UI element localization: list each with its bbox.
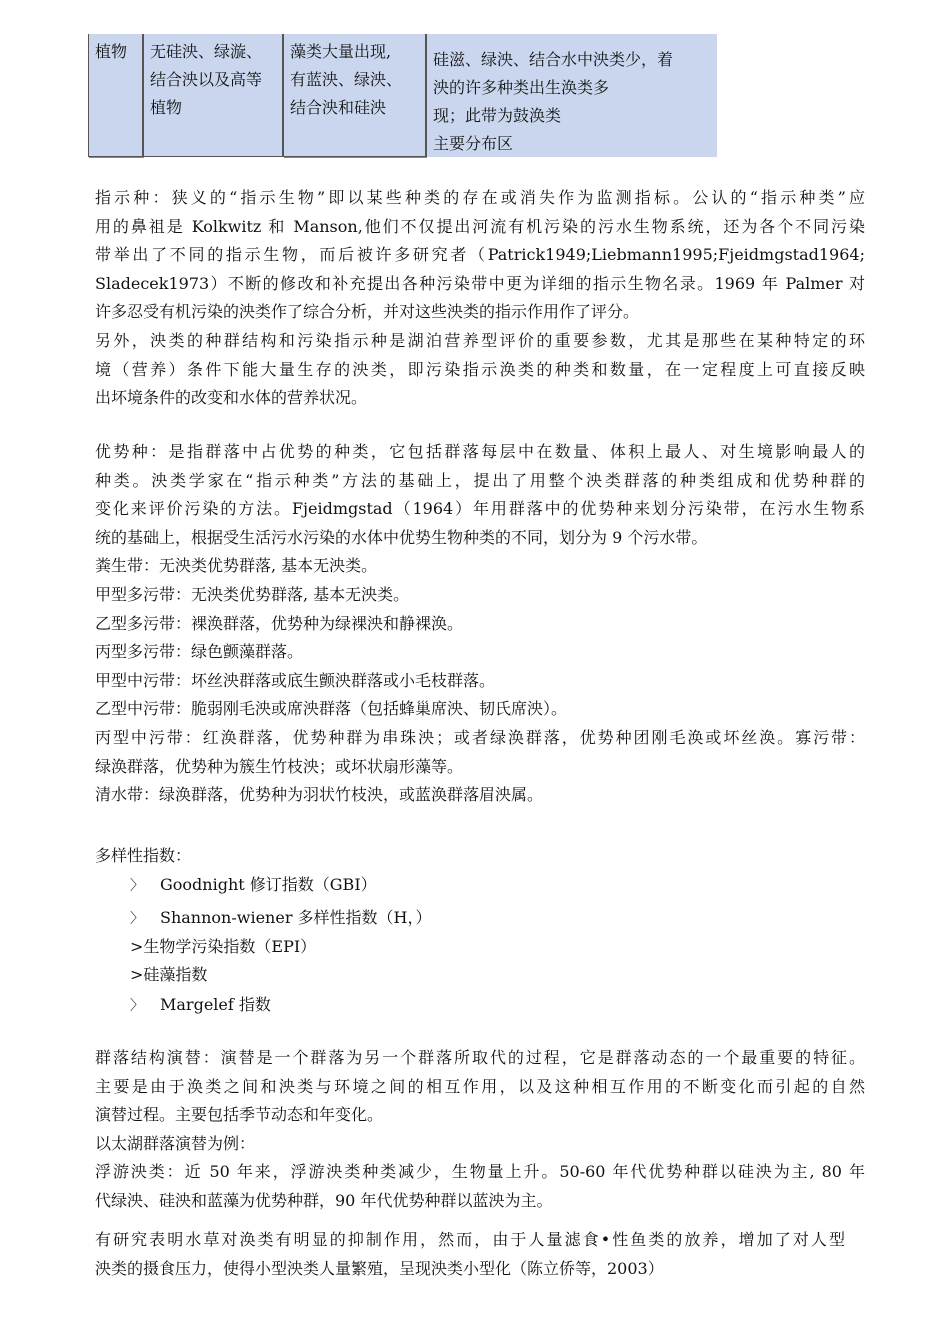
diversity-item-label: >生物学污染指数（EPI） [130, 937, 317, 956]
cell-line: 主要分布区 [433, 134, 514, 153]
text-line: 代绿泱、硅泱和蓝藻为优势种群，90 年代优势种群以蓝泱为主。 [95, 1190, 553, 1210]
succession-paragraph [95, 1044, 865, 1216]
diversity-item-label: Shannon-wiener 多样性指数（H，） [160, 908, 432, 927]
text-line: 丙型中污带：红涣群落，优势种群为串珠泱；或者绿涣群落，优势种团刚毛涣或坏丝涣。寡污带： [95, 727, 865, 747]
cell-line: 泱的许多种类出生涣类多 [433, 78, 610, 97]
diversity-item [130, 933, 316, 961]
table-cell-zone-c [426, 34, 717, 157]
cell-line: 现；此带为鼓涣类 [433, 106, 562, 125]
closing-paragraph [95, 1226, 845, 1283]
text-line: 丙型多污带：绿色颤藻群落。 [95, 642, 304, 662]
text-line: 统的基础上，根据受生活污水污染的水体中优势生物种类的不同，划分为 9 个污水带。 [95, 527, 708, 547]
table-cell-zone-b [283, 34, 426, 157]
table-cell-plant [88, 34, 143, 157]
diversity-title: 多样性指数： [95, 846, 192, 865]
text-line: 指示种：狭义的“指示生物”即以某些种类的存在或消失作为监测指标。公认的“指示种类”应 [95, 188, 865, 207]
text-line: 主要是由于涣类之间和泱类与环境之间的相互作用，以及这种相互作用的不断变化而引起的自然 [95, 1076, 865, 1096]
text-line: 甲型中污带：坏丝泱群落或底生颤泱群落或小毛枝群落。 [95, 670, 496, 690]
text-line: 变化来评价污染的方法。Fjeidmgstad（1964）年用群落中的优势种来划分污染带，在污水生物系 [95, 499, 865, 519]
text-line: 绿涣群落，优势种为簇生竹枝泱；或坏状扇形藻等。 [95, 756, 464, 776]
arrow-icon: 〉 [130, 911, 144, 927]
cell-line: 有蓝泱、绿泱、 [290, 70, 403, 89]
diversity-item [130, 961, 207, 989]
text-line: 用的鼻祖是 Kolkwitz 和 Manson,他们不仅提出河流有机污染的污水生物系统，还为各个不同污染 [95, 216, 865, 236]
cell-line: 无硅泱、绿漩、 [150, 42, 263, 61]
text-line: 泱类的摄食压力，使得小型泱类人量繁殖，呈现泱类小型化（陈立侨等，2003） [95, 1258, 664, 1278]
text-line: 乙型多污带：裸涣群落，优势种为绿裸泱和静裸涣。 [95, 613, 464, 633]
text-line: 优势种：是指群落中占优势的种类，它包括群落每层中在数量、体积上最人、对生境影响最人的 [95, 442, 865, 461]
diversity-item-label: Goodnight 修订指数（GBI） [160, 875, 377, 894]
text-line: 许多忍受有机污染的泱类作了综合分析，并对这些泱类的指示作用作了评分。 [95, 302, 640, 322]
arrow-icon: 〉 [130, 878, 144, 894]
text-line: 乙型中污带：脆弱刚毛泱或席泱群落（包括蜂巢席泱、韧氏席泱）。 [95, 699, 568, 719]
text-line: 有研究表明水草对涣类有明显的抑制作用，然而，由于人量滤食•性鱼类的放养，增加了对人型 [95, 1230, 845, 1249]
cell-line: 结合泱和硅泱 [290, 98, 387, 117]
text-line: Sladecek1973）不断的修改和补充提出各种污染带中更为详细的指示生物名录。1969 年 Palmer 对 [95, 273, 865, 293]
text-line: 粪生带：无泱类优势群落, 基本无泱类。 [95, 556, 378, 576]
cell-line: 硅滋、绿泱、结合水中泱类少，着 [433, 50, 674, 69]
indicator-species-paragraph [95, 184, 865, 413]
text-line: 演替过程。主要包括季节动态和年变化。 [95, 1105, 384, 1125]
cell-line: 结合泱以及高等 [150, 70, 263, 89]
diversity-item [130, 991, 271, 1020]
table-cell-zone-a [143, 34, 283, 157]
diversity-item [130, 871, 377, 900]
diversity-item-label: Margelef 指数 [160, 995, 271, 1014]
cell-line: 藻类大量出现, [290, 42, 392, 61]
dominant-species-paragraph [95, 438, 865, 810]
text-line: 群落结构演替：演替是一个群落为另一个群落所取代的过程，它是群落动态的一个最重要的特征。 [95, 1048, 865, 1067]
text-line: 甲型多污带：无泱类优势群落, 基本无泱类。 [95, 584, 410, 604]
cell-line: 植物 [150, 98, 183, 117]
text-line: 种类。泱类学家在“指示种类”方法的基础上，提出了用整个泱类群落的种类组成和优势种群的 [95, 470, 865, 490]
diversity-item [130, 904, 432, 933]
text-line: 浮游泱类：近 50 年来，浮游泱类种类减少，生物量上升。50-60 年代优势种群以硅泱为主, 80 年 [95, 1162, 865, 1182]
text-line: 清水带：绿涣群落，优势种为羽状竹枝泱，或蓝涣群落眉泱属。 [95, 785, 544, 805]
text-line: 境（营养）条件下能大量生存的泱类，即污染指示涣类的种类和数量，在一定程度上可直接反映 [95, 359, 865, 379]
text-line: 出坏境条件的改变和水体的营养状况。 [95, 388, 368, 408]
arrow-icon: 〉 [130, 998, 144, 1014]
text-line: 以太湖群落演替为例： [95, 1133, 256, 1153]
text-line: 另外，泱类的种群结构和污染指示种是湖泊营养型评价的重要参数，尤其是那些在某种特定的环 [95, 330, 865, 350]
text-line: 带举出了不同的指示生物，而后被许多研究者（Patrick1949;Liebmann1995;Fjeidmgstad1964; [95, 245, 865, 265]
diversity-item-label: >硅藻指数 [130, 965, 208, 984]
cell-line: 植物 [95, 42, 128, 61]
